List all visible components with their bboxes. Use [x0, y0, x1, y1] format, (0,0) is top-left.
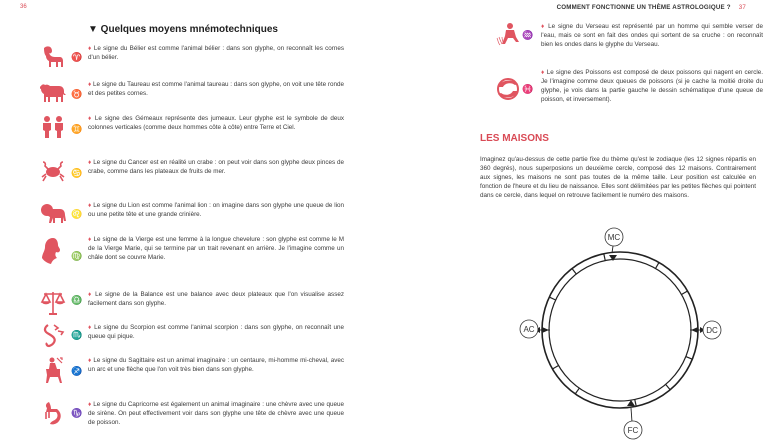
- aries-glyph-icon: ♈: [71, 52, 83, 62]
- outer-ring: [542, 252, 698, 408]
- dc-label: DC: [706, 326, 718, 335]
- ac-label: AC: [523, 325, 535, 334]
- bullet-icon: ♦: [88, 159, 94, 166]
- maisons-paragraph: Imaginez qu'au-dessus de cette partie fixe du thème qu'est le zodiaque (les 12 signes répartis en 360 degrés), nous superposions un deuxième cercle, composé des 12 maisons. Contrairement aux signes, les maisons ne sont pas toutes de la même taille. Leur position est calculée en fonction de l'heure et du lieu de naissance. Elles sont délimitées par les petites flèches qui pointent dans ce cercle, dans lequel on retrouve facilement le numéro des maisons.: [480, 156, 756, 199]
- house-cusp-tick: [681, 291, 687, 295]
- taurus-glyph-icon: ♉: [71, 89, 83, 99]
- entry-text: Le signe du Verseau est représenté par un homme qui semble verser de l'eau, mais ce sont en fait des ondes qui sortent de sa cruche : on reconnaît bien les ondes dans le glyphe du Verseau.: [541, 23, 764, 48]
- bull-illustration-icon: [40, 80, 66, 106]
- capricorn-glyph-icon: ♑: [71, 408, 83, 418]
- ram-illustration-icon: [40, 44, 66, 70]
- page-number-left: 36: [20, 4, 27, 10]
- entry-text: Le signe des Gémeaux représente des jumeaux. Leur glyphe est le symbole de deux colonnes verticales (comme deux hommes côte à côte) entre Terre et Ciel.: [88, 115, 344, 131]
- running-header: COMMENT FONCTIONNE UN THÈME ASTROLOGIQUE ?: [556, 4, 731, 11]
- bullet-icon: ♦: [88, 236, 94, 243]
- scales-illustration-icon: [40, 290, 66, 316]
- mc-label: MC: [607, 233, 621, 242]
- scorpion-illustration-icon: [40, 323, 66, 349]
- libra-glyph-icon: ♎: [71, 295, 83, 305]
- house-cusp-tick: [686, 357, 692, 360]
- virgo-glyph-icon: ♍: [71, 251, 83, 261]
- bullet-icon: ♦: [88, 357, 94, 364]
- entry-text: Le signe du Capricorne est également un animal imaginaire : une chèvre avec une queue de sirène. On peut effectivement voir dans son glyphe une tête de chèvre avec une queue de poisson.: [88, 401, 344, 426]
- twins-illustration-icon: [40, 114, 66, 140]
- section-title: ▼ Quelques moyens mnémotechniques: [88, 24, 278, 35]
- centaur-illustration-icon: [40, 356, 66, 386]
- house-wheel-diagram: [510, 222, 730, 440]
- ac-arrowhead-right-icon: [542, 327, 549, 333]
- inner-ring: [549, 259, 691, 401]
- entry-text: Le signe de la Balance est une balance avec deux plateaux que l'on visualise assez facilement dans son glyphe.: [88, 291, 344, 307]
- fishes-illustration-icon: [495, 76, 521, 102]
- gemini-glyph-icon: ♊: [71, 124, 83, 134]
- house-cusp-tick: [666, 384, 670, 389]
- lion-illustration-icon: [40, 201, 66, 227]
- entry-text: Le signe du Taureau est comme l'animal taureau : dans son glyphe, on voit une tête ronde et des petites cornes.: [88, 81, 344, 97]
- scorpio-glyph-icon: ♏: [71, 330, 83, 340]
- house-cusp-tick: [604, 254, 605, 261]
- crab-illustration-icon: [40, 158, 66, 184]
- bullet-icon: ♦: [88, 115, 95, 122]
- house-cusp-tick: [549, 297, 555, 300]
- bullet-icon: ♦: [88, 81, 93, 88]
- entry-text: Le signe des Poissons est composé de deux poissons qui nagent en cercle. Je l'imagine comme deux queues de poissons (si je cache la moitié droite du glyphe, je vois dans la partie gauche le dessin schématique d'une queue de poisson, et inversement).: [541, 69, 763, 103]
- water-bearer-illustration-icon: [495, 22, 521, 48]
- house-cusp-tick: [572, 269, 576, 275]
- house-cusp-tick: [552, 366, 558, 370]
- bullet-icon: ♦: [88, 202, 94, 209]
- bullet-icon: ♦: [88, 401, 94, 408]
- fc-label: FC: [627, 426, 639, 435]
- bullet-icon: ♦: [541, 23, 549, 30]
- house-cusp-markers: [549, 254, 692, 407]
- fc-arrow: [631, 408, 632, 422]
- sea-goat-illustration-icon: [40, 400, 66, 430]
- bullet-icon: ♦: [541, 69, 547, 76]
- entry-text: Le signe du Bélier est comme l'animal bélier : dans son glyphe, on reconnaît les cornes d'un bélier.: [88, 45, 344, 61]
- cancer-glyph-icon: ♋: [71, 168, 83, 178]
- section-heading-maisons: LES MAISONS: [480, 133, 549, 144]
- bullet-icon: ♦: [88, 291, 96, 298]
- aquarius-glyph-icon: ♒: [522, 30, 534, 40]
- dc-arrowhead-left-icon: [691, 327, 698, 333]
- page-number-right: 37: [738, 4, 746, 11]
- entry-text: Le signe du Lion est comme l'animal lion : on imagine dans son glyphe une queue de lion ou une petite tête et une grande crinière.: [88, 202, 344, 218]
- entry-text: Le signe du Scorpion est comme l'animal scorpion : dans son glyphe, on reconnaît une queue qui pique.: [88, 324, 344, 340]
- entry-text: Le signe de la Vierge est une femme à la longue chevelure : son glyphe est comme le M de la Vierge Marie, qui se termine par un trait revenant en arrière. Je l'imagine comme un châle dont se couvre Marie.: [88, 236, 344, 261]
- house-cusp-tick: [575, 388, 579, 394]
- sagittarius-glyph-icon: ♐: [71, 366, 83, 376]
- house-cusp-tick: [635, 399, 636, 406]
- bullet-icon: ♦: [88, 324, 95, 331]
- house-cusp-tick: [656, 262, 660, 268]
- leo-glyph-icon: ♌: [71, 209, 83, 219]
- entry-text: Le signe du Sagittaire est un animal imaginaire : un centaure, mi-homme mi-cheval, avec un arc et une flèche que l'on voit très bien dans son glyphe.: [88, 357, 345, 373]
- entry-text: Le signe du Cancer est en réalité un crabe : on peut voir dans son glyphe deux pinces de crabe, comme dans les plateaux de fruits de mer.: [88, 159, 344, 175]
- virgin-illustration-icon: [40, 235, 66, 267]
- bullet-icon: ♦: [88, 45, 94, 52]
- pisces-glyph-icon: ♓: [522, 84, 534, 94]
